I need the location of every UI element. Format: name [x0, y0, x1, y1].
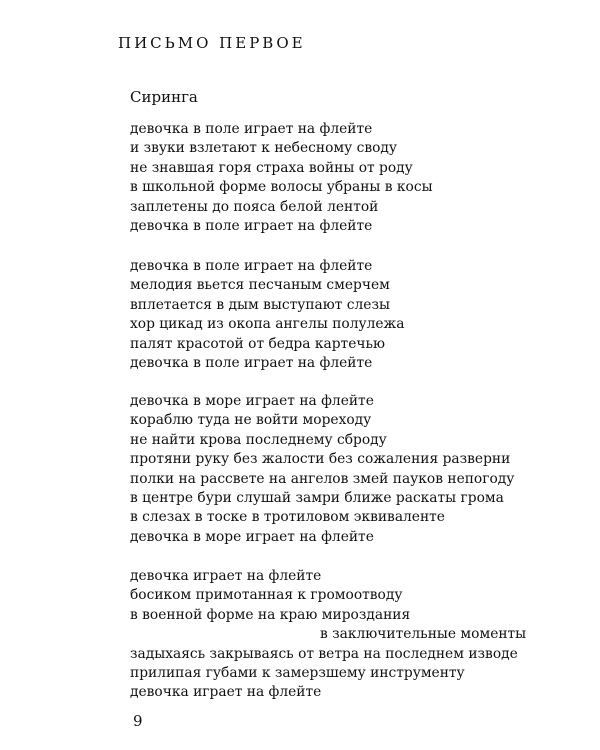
poem-line: девочка в море играет на флейте [130, 393, 374, 409]
poem-line: хор цикад из окопа ангелы полулежа [130, 316, 405, 333]
poem-line: в школьной форме волосы убраны в косы [130, 179, 433, 196]
poem-line: палят красотой от бедра картечью [130, 335, 385, 352]
chapter-header: ПИСЬМО ПЕРВОЕ [118, 34, 306, 52]
poem-line: в слезах в тоске в тротиловом эквиваленте [130, 509, 445, 526]
poem-line: девочка в поле играет на флейте [130, 354, 373, 371]
poem-line: не найти крова последнему сброду [130, 431, 387, 448]
stanza-2 [130, 257, 404, 373]
poem-line: в военной форме на краю мироздания [130, 606, 411, 623]
poem-line: девочка в поле играет на флейте [130, 217, 373, 234]
poem-line: кораблю туда не войти мореходу [130, 412, 372, 429]
stanza-1 [130, 120, 433, 236]
poem-line: и звуки взлетают к небесному своду [130, 140, 398, 157]
poem-line-indented: в заключительные моменты [320, 626, 527, 643]
poem-line: прилипая губами к замерзшему инструменту [130, 664, 465, 681]
poem-line: мелодия вьется песчаным смерчем [130, 277, 390, 294]
poem-line: в центре бури слушай замри ближе раскаты грома [130, 489, 504, 506]
poem-line: девочка в поле играет на флейте [130, 258, 373, 274]
poem-line: заплетены до пояса белой лентой [130, 198, 379, 215]
stanza-3 [130, 392, 514, 547]
poem-line: вплетается в дым выступают слезы [130, 296, 390, 313]
poem-line: девочка играет на флейте [130, 684, 322, 701]
poem-line: задыхаясь закрываясь от ветра на последнем изводе [130, 645, 518, 662]
poem-line: босиком примотанная к громоотводу [130, 587, 403, 604]
poem-title: Сиринга [130, 88, 198, 106]
poem-line: полки на рассвете на ангелов змей пауков непогоду [130, 470, 515, 487]
poem-line: протяни руку без жалости без сожаления разверни [130, 451, 511, 468]
poem-line: девочка в поле играет на флейте [130, 121, 373, 137]
page-number: 9 [133, 712, 143, 730]
poem-line: не знавшая горя страха войны от роду [130, 159, 413, 176]
poem-line: девочка в море играет на флейте [130, 528, 374, 545]
stanza-4 [130, 567, 526, 703]
poem-line: девочка играет на флейте [130, 568, 322, 584]
